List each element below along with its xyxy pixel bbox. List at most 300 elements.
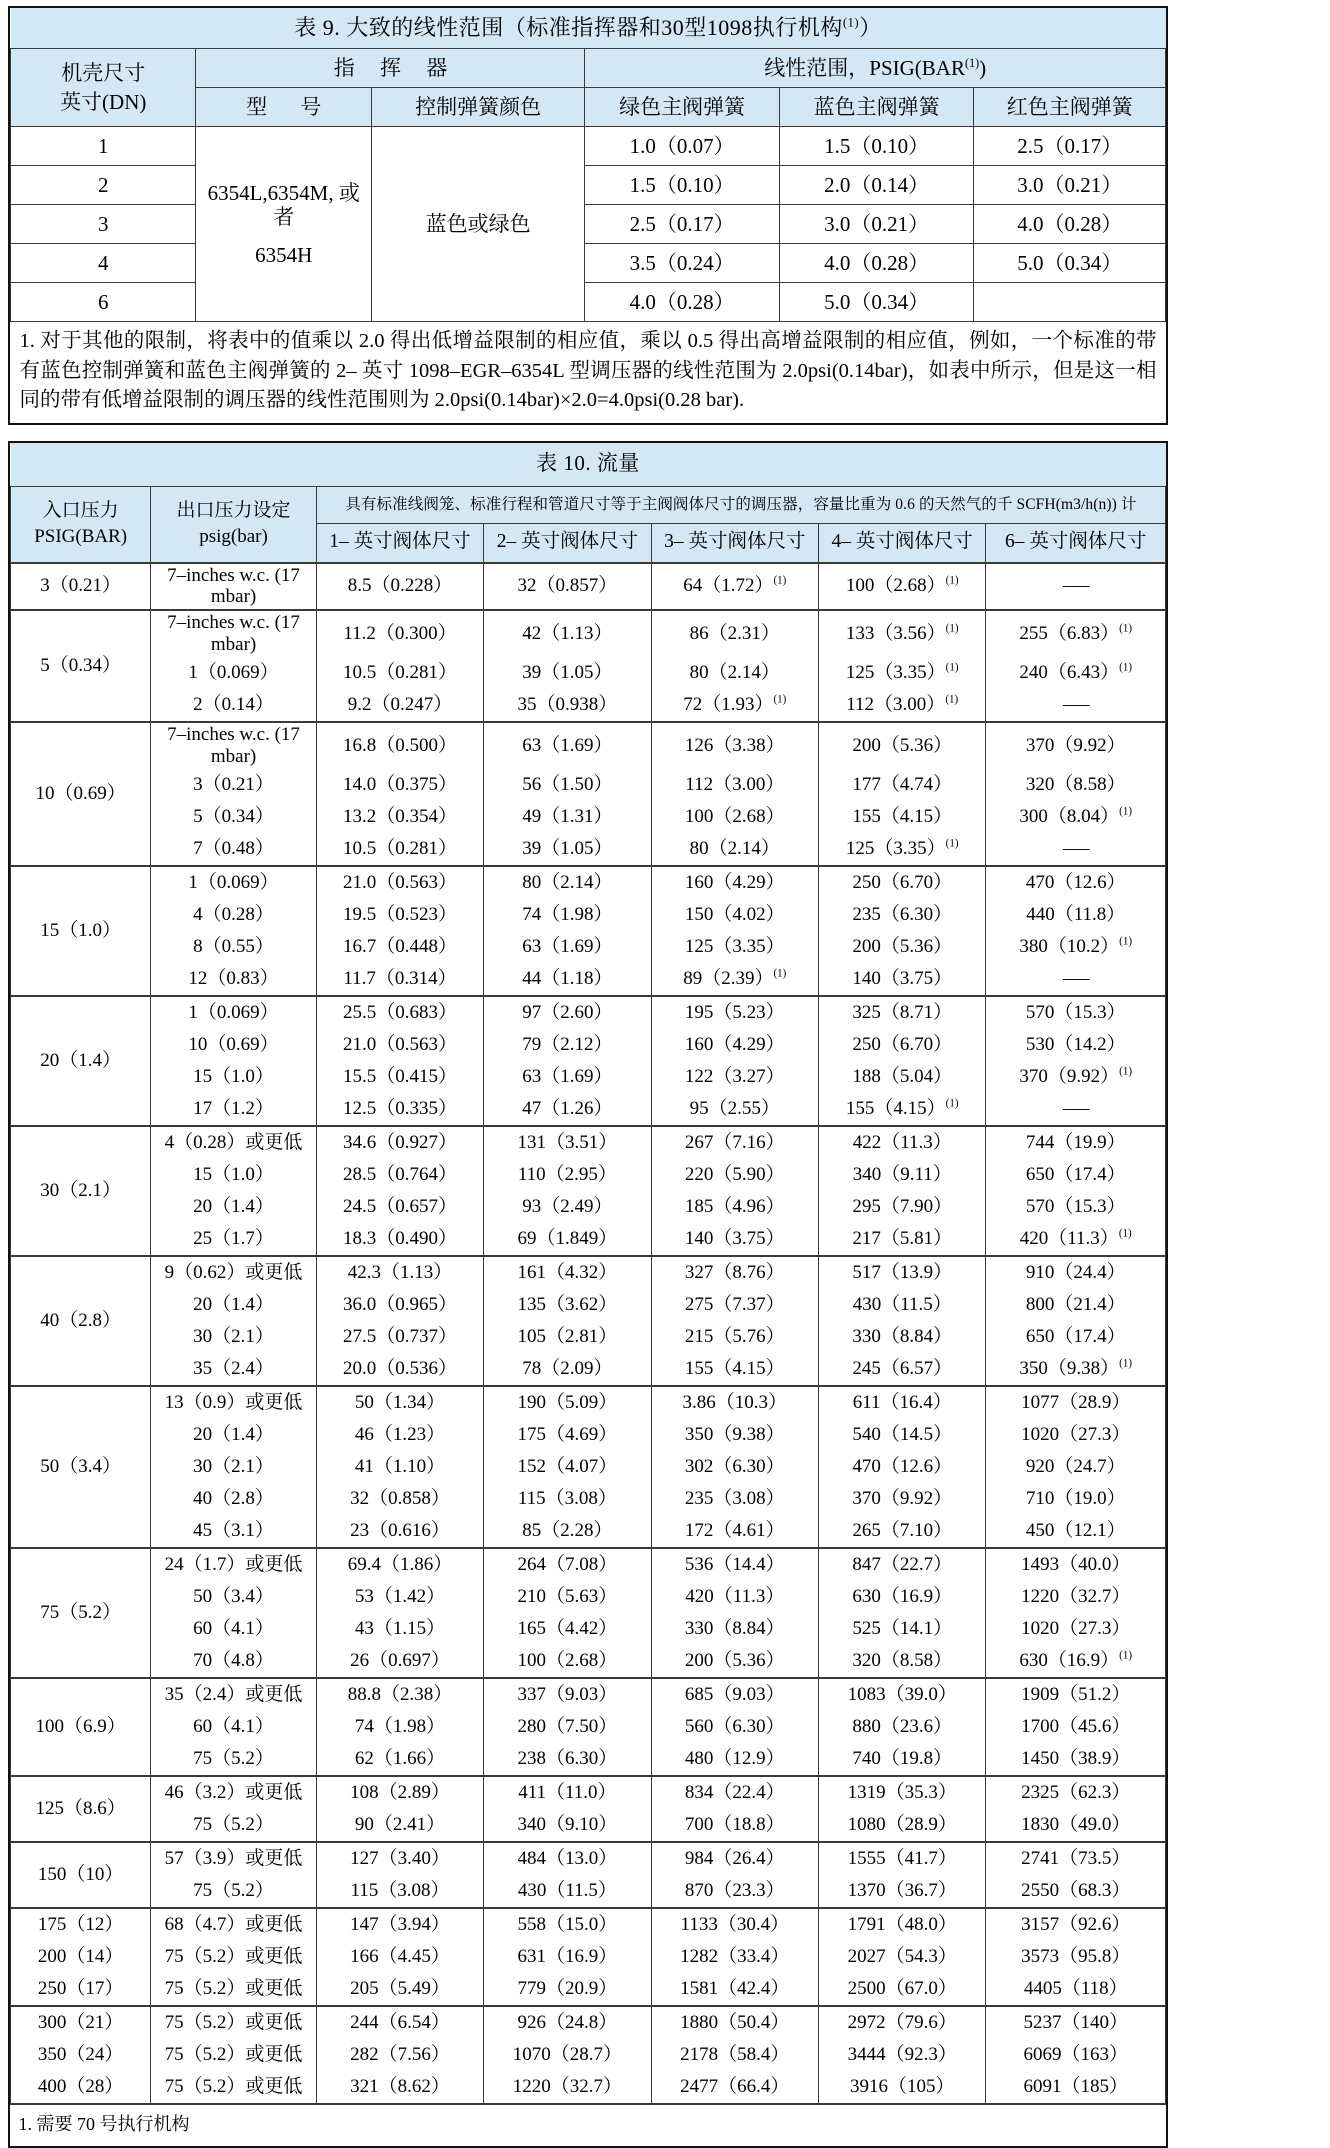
cell-blue: 5.0（0.34）: [779, 282, 973, 321]
cell-flow-4in-superscript: (1): [945, 575, 959, 588]
cell-flow-4in-text: 1555（41.7）: [847, 1847, 957, 1869]
cell-flow-1in: [316, 1029, 483, 1061]
cell-flow-3in-text: 160（4.29）: [684, 871, 785, 893]
table-10-header-row-1: [11, 486, 1166, 523]
cell-flow-1in-text: 19.5（0.523）: [342, 903, 457, 925]
cell-flow-2in: [484, 1515, 651, 1548]
cell-flow-4in: [819, 689, 986, 722]
cell-flow-2in-text: 56（1.50）: [522, 773, 613, 795]
cell-inlet-pressure: 250（17）: [11, 1973, 151, 2006]
cell-flow-4in: [819, 1581, 986, 1613]
cell-flow-6in: [986, 1159, 1166, 1191]
cell-flow-4in-text: 265（7.10）: [852, 1519, 953, 1541]
cell-flow-2in: [484, 1126, 651, 1159]
cell-inlet-pressure: 3（0.21）: [11, 563, 151, 611]
cell-flow-1in-text: 21.0（0.563）: [342, 871, 457, 893]
cell-flow-6in-text: 1020（27.3）: [1021, 1423, 1131, 1445]
cell-flow-4in-superscript: (1): [945, 693, 959, 706]
cell-flow-2in-text: 340（9.10）: [517, 1813, 618, 1835]
cell-flow-4in-text: 611（16.4）: [852, 1391, 952, 1413]
cell-flow-4in-text: 200（5.36）: [852, 935, 953, 957]
cell-flow-2in: [484, 563, 651, 611]
cell-outlet-setting: 7–inches w.c. (17 mbar): [151, 610, 316, 657]
cell-flow-2in: [484, 1159, 651, 1191]
cell-outlet-setting: 1（0.069）: [151, 866, 316, 899]
cell-flow-4in-text: 200（5.36）: [852, 734, 953, 756]
cell-flow-1in-text: 166（4.45）: [350, 1945, 450, 1967]
cell-flow-3in: [651, 833, 818, 866]
table-row: [11, 243, 1166, 282]
cell-outlet-setting: 10（0.69）: [151, 1029, 316, 1061]
table-row: [11, 1875, 1166, 1908]
cell-red: 2.5（0.17）: [974, 126, 1166, 165]
table-9-title-row: [11, 8, 1166, 49]
table-row: [11, 1061, 1166, 1093]
table-row: [11, 1645, 1166, 1678]
cell-flow-1in: [316, 722, 483, 769]
cell-outlet-setting: 75（5.2）: [151, 1875, 316, 1908]
cell-flow-4in: [819, 1809, 986, 1842]
cell-flow-1in-text: 11.7（0.314）: [343, 967, 457, 989]
table-row: [11, 689, 1166, 722]
cell-flow-4in-text: 1083（39.0）: [847, 1683, 957, 1705]
table-row: [11, 1515, 1166, 1548]
cell-flow-2in-text: 926（24.8）: [517, 2011, 618, 2033]
header-valve-size-1in: 1– 英寸阀体尺寸: [316, 523, 483, 563]
cell-flow-1in-text: 43（1.15）: [354, 1617, 446, 1639]
cell-flow-3in: [651, 1842, 818, 1875]
table-row: [11, 1126, 1166, 1159]
cell-flow-3in-text: 95（2.55）: [689, 1097, 780, 1119]
cell-flow-3in-text: 122（3.27）: [684, 1065, 785, 1087]
cell-flow-6in: [986, 1061, 1166, 1093]
cell-flow-3in: [651, 996, 818, 1029]
cell-flow-3in-text: 330（8.84）: [684, 1617, 785, 1639]
table-row: [11, 1191, 1166, 1223]
cell-flow-2in: [484, 657, 651, 689]
cell-flow-4in-text: 140（3.75）: [852, 967, 953, 989]
cell-flow-1in-text: 18.3（0.490）: [342, 1227, 457, 1249]
cell-flow-4in-text: 155（4.15）: [852, 805, 953, 827]
cell-flow-4in: [819, 1483, 986, 1515]
cell-flow-6in: [986, 1321, 1166, 1353]
cell-outlet-setting: 9（0.62）或更低: [151, 1256, 316, 1289]
cell-outlet-setting: 75（5.2）或更低: [151, 1941, 316, 1973]
cell-flow-3in-text: 267（7.16）: [684, 1131, 785, 1153]
cell-outlet-setting: 15（1.0）: [151, 1061, 316, 1093]
cell-outlet-setting: 45（3.1）: [151, 1515, 316, 1548]
cell-flow-4in-superscript: (1): [945, 1097, 959, 1110]
cell-flow-1in: [316, 1711, 483, 1743]
cell-flow-1in: [316, 1613, 483, 1645]
cell-flow-2in-text: 115（3.08）: [517, 1487, 617, 1509]
cell-flow-6in: [986, 899, 1166, 931]
cell-inlet-pressure: 40（2.8）: [11, 1256, 151, 1386]
cell-flow-2in: [484, 1973, 651, 2006]
cell-flow-6in-text: 1220（32.7）: [1021, 1585, 1131, 1607]
cell-flow-2in-text: 39（1.05）: [522, 661, 613, 683]
cell-flow-3in-text: 195（5.23）: [684, 1001, 785, 1023]
cell-flow-1in: [316, 899, 483, 931]
cell-flow-6in-text: 1493（40.0）: [1021, 1553, 1131, 1575]
cell-flow-2in-text: 631（16.9）: [517, 1945, 618, 1967]
table-10-title: 表 10. 流量: [11, 443, 1166, 487]
cell-flow-1in: [316, 1483, 483, 1515]
header-red-spring: 红色主阀弹簧: [974, 88, 1166, 127]
cell-flow-1in: [316, 1191, 483, 1223]
table-row: [11, 1613, 1166, 1645]
cell-flow-1in: [316, 1776, 483, 1809]
cell-flow-3in-text: 560（6.30）: [684, 1715, 785, 1737]
cell-flow-1in-text: 282（7.56）: [350, 2043, 450, 2065]
cell-outlet-setting: 8（0.55）: [151, 931, 316, 963]
cell-flow-4in-text: 2027（54.3）: [847, 1945, 957, 1967]
header-body-size-line1: 机壳尺寸: [61, 61, 146, 86]
cell-flow-3in: [651, 1678, 818, 1711]
cell-flow-2in-text: 264（7.08）: [517, 1553, 618, 1575]
cell-flow-4in: [819, 1973, 986, 2006]
cell-flow-6in-text: 744（19.9）: [1025, 1131, 1126, 1153]
table-row: [11, 1483, 1166, 1515]
cell-flow-3in: [651, 1451, 818, 1483]
cell-outlet-setting: 75（5.2）或更低: [151, 2039, 316, 2071]
cell-flow-3in: [651, 1743, 818, 1776]
table-10: [10, 443, 1166, 2146]
cell-control-spring-color: 蓝色或绿色: [371, 126, 585, 321]
table-row: [11, 1321, 1166, 1353]
cell-outlet-setting: 68（4.7）或更低: [151, 1908, 316, 1941]
cell-flow-2in-text: 32（0.857）: [517, 575, 618, 597]
cell-flow-4in-text: 740（19.8）: [852, 1747, 953, 1769]
table-row: [11, 833, 1166, 866]
cell-flow-6in-superscript: (1): [1118, 1227, 1132, 1240]
cell-flow-4in-text: 325（8.71）: [852, 1001, 953, 1023]
cell-flow-6in-text: 530（14.2）: [1025, 1033, 1126, 1055]
cell-flow-3in-text: 1282（33.4）: [680, 1945, 790, 1967]
cell-flow-2in: [484, 1941, 651, 1973]
table-10-footnote-row: [11, 2104, 1166, 2146]
cell-outlet-setting: 75（5.2）: [151, 1743, 316, 1776]
cell-flow-4in-superscript: (1): [945, 837, 959, 850]
cell-flow-4in: [819, 899, 986, 931]
cell-flow-6in-text: 320（8.58）: [1025, 773, 1126, 795]
cell-outlet-setting: 20（1.4）: [151, 1289, 316, 1321]
table-9-title-superscript: (1): [842, 15, 860, 30]
cell-flow-6in: [986, 689, 1166, 722]
cell-flow-3in: [651, 1191, 818, 1223]
cell-flow-1in: [316, 1451, 483, 1483]
cell-flow-4in: [819, 1321, 986, 1353]
cell-flow-6in-text: 3157（92.6）: [1021, 1913, 1131, 1935]
cell-flow-1in-text: 24.5（0.657）: [342, 1195, 457, 1217]
header-valve-size-4in: 4– 英寸阀体尺寸: [819, 523, 986, 563]
cell-flow-6in: [986, 1678, 1166, 1711]
cell-flow-4in-text: 155（4.15）: [845, 1097, 946, 1119]
cell-flow-4in: [819, 1353, 986, 1386]
cell-flow-3in-text: 215（5.76）: [684, 1325, 785, 1347]
header-green-spring: 绿色主阀弹簧: [585, 88, 779, 127]
cell-flow-2in: [484, 1842, 651, 1875]
cell-flow-4in: [819, 722, 986, 769]
cell-flow-4in-text: 177（4.74）: [852, 773, 953, 795]
cell-inlet-pressure: 15（1.0）: [11, 866, 151, 996]
cell-outlet-setting: 24（1.7）或更低: [151, 1548, 316, 1581]
cell-pilot-model: [196, 126, 371, 321]
cell-outlet-setting: 4（0.28）或更低: [151, 1126, 316, 1159]
cell-flow-4in-text: 630（16.9）: [852, 1585, 953, 1607]
cell-flow-2in-text: 79（2.12）: [522, 1033, 613, 1055]
cell-flow-2in: [484, 2071, 651, 2104]
cell-outlet-setting: 75（5.2）或更低: [151, 2006, 316, 2039]
cell-flow-4in: [819, 866, 986, 899]
cell-flow-2in-text: 80（2.14）: [522, 871, 613, 893]
cell-green: 3.5（0.24）: [585, 243, 779, 282]
cell-flow-6in: [986, 1809, 1166, 1842]
cell-flow-6in: [986, 610, 1166, 657]
cell-flow-6in-superscript: (1): [1119, 935, 1133, 948]
table-spacer: [8, 425, 1322, 441]
cell-flow-3in: [651, 1029, 818, 1061]
cell-flow-2in: [484, 1678, 651, 1711]
cell-flow-4in-text: 235（6.30）: [852, 903, 953, 925]
cell-flow-2in-text: 280（7.50）: [517, 1715, 618, 1737]
cell-inlet-pressure: 20（1.4）: [11, 996, 151, 1126]
cell-flow-1in: [316, 1973, 483, 2006]
header-linear-range-tail: ): [979, 56, 987, 81]
cell-outlet-setting: 2（0.14）: [151, 689, 316, 722]
cell-flow-1in: [316, 931, 483, 963]
table-row: [11, 1093, 1166, 1126]
cell-flow-2in-text: 49（1.31）: [522, 805, 613, 827]
cell-flow-2in-text: 430（11.5）: [517, 1879, 617, 1901]
cell-flow-3in: [651, 1581, 818, 1613]
cell-flow-3in-text: 155（4.15）: [684, 1357, 785, 1379]
cell-flow-6in-text: 1700（45.6）: [1021, 1715, 1131, 1737]
cell-flow-6in: [986, 1776, 1166, 1809]
cell-flow-3in-text: 185（4.96）: [684, 1195, 785, 1217]
cell-outlet-setting: 17（1.2）: [151, 1093, 316, 1126]
cell-flow-6in-text: 1077（28.9）: [1021, 1391, 1131, 1413]
cell-flow-6in-text: 300（8.04）: [1019, 805, 1120, 827]
cell-flow-6in: [986, 2006, 1166, 2039]
cell-flow-6in: [986, 801, 1166, 833]
cell-outlet-setting: 50（3.4）: [151, 1581, 316, 1613]
table-row: [11, 1159, 1166, 1191]
cell-flow-6in-text: 350（9.38）: [1019, 1357, 1120, 1379]
cell-flow-6in-text: 920（24.7）: [1025, 1455, 1126, 1477]
cell-flow-3in: [651, 1223, 818, 1256]
cell-flow-6in-superscript: (1): [1119, 1357, 1133, 1370]
cell-flow-4in: [819, 1386, 986, 1419]
cell-flow-4in-text: 2972（79.6）: [847, 2011, 957, 2033]
cell-flow-6in: [986, 1842, 1166, 1875]
table-row: [11, 963, 1166, 996]
cell-flow-1in-text: 9.2（0.247）: [347, 693, 453, 715]
table-10-title-row: [11, 443, 1166, 487]
cell-flow-6in-text: 710（19.0）: [1025, 1487, 1126, 1509]
cell-flow-1in: [316, 657, 483, 689]
cell-flow-1in: [316, 1908, 483, 1941]
cell-flow-2in-text: 69（1.849）: [517, 1227, 618, 1249]
table-row: [11, 1941, 1166, 1973]
cell-flow-6in: [986, 1353, 1166, 1386]
cell-flow-6in: [986, 1548, 1166, 1581]
table-row: [11, 1973, 1166, 2006]
table-9: [10, 8, 1166, 423]
cell-inlet-pressure: 400（28）: [11, 2071, 151, 2104]
cell-flow-6in-text: 370（9.92）: [1025, 734, 1126, 756]
table-row: [11, 996, 1166, 1029]
cell-flow-3in: [651, 1973, 818, 2006]
table-row: [11, 1548, 1166, 1581]
cell-flow-3in-text: 235（3.08）: [684, 1487, 785, 1509]
cell-flow-6in-text: 370（9.92）: [1019, 1065, 1120, 1087]
cell-outlet-setting: 7–inches w.c. (17 mbar): [151, 722, 316, 769]
cell-body-size: 4: [11, 243, 196, 282]
cell-flow-1in: [316, 2006, 483, 2039]
cell-flow-3in-text: 1880（50.4）: [680, 2011, 790, 2033]
cell-flow-6in-superscript: (1): [1119, 1649, 1133, 1662]
cell-flow-4in: [819, 1289, 986, 1321]
cell-inlet-pressure: 150（10）: [11, 1842, 151, 1908]
cell-flow-2in: [484, 1029, 651, 1061]
cell-flow-3in-text: 200（5.36）: [684, 1649, 785, 1671]
table-row: [11, 563, 1166, 611]
cell-flow-3in: [651, 1126, 818, 1159]
cell-green: 1.5（0.10）: [585, 165, 779, 204]
cell-flow-4in: [819, 1908, 986, 1941]
header-linear-range-text: 线性范围，PSIG(BAR: [764, 56, 965, 81]
cell-flow-2in-text: 238（6.30）: [517, 1747, 618, 1769]
cell-flow-6in-text: 3573（95.8）: [1021, 1945, 1131, 1967]
cell-flow-3in: [651, 1645, 818, 1678]
cell-body-size: 1: [11, 126, 196, 165]
cell-flow-1in-text: 74（1.98）: [354, 1715, 446, 1737]
cell-flow-2in: [484, 1743, 651, 1776]
cell-flow-6in: [986, 1093, 1166, 1126]
cell-flow-4in-text: 133（3.56）: [845, 623, 946, 645]
cell-flow-1in-text: 16.8（0.500）: [342, 734, 457, 756]
table-row: [11, 2071, 1166, 2104]
table-row: [11, 126, 1166, 165]
cell-flow-3in-text: 220（5.90）: [684, 1163, 785, 1185]
cell-flow-2in: [484, 866, 651, 899]
cell-flow-6in-superscript: (1): [1119, 805, 1133, 818]
table-9-footnote: [11, 321, 1166, 422]
cell-flow-2in-text: 165（4.42）: [517, 1617, 618, 1639]
cell-flow-2in-text: 110（2.95）: [517, 1163, 617, 1185]
cell-flow-2in: [484, 1223, 651, 1256]
cell-inlet-pressure: 100（6.9）: [11, 1678, 151, 1776]
cell-flow-6in-text: 6069（163）: [1023, 2043, 1128, 2065]
cell-inlet-pressure: 10（0.69）: [11, 722, 151, 866]
header-inlet-line1: 入口压力: [42, 500, 119, 522]
cell-flow-1in-text: 26（0.697）: [350, 1649, 450, 1671]
cell-flow-1in: [316, 1321, 483, 1353]
cell-flow-2in-text: 63（1.69）: [522, 935, 613, 957]
cell-flow-6in-text: 2325（62.3）: [1021, 1781, 1131, 1803]
cell-flow-4in-text: 125（3.35）: [845, 661, 946, 683]
cell-flow-2in-text: 100（2.68）: [517, 1649, 618, 1671]
cell-outlet-setting: 35（2.4）: [151, 1353, 316, 1386]
table-row: [11, 2039, 1166, 2071]
cell-flow-4in-text: 1791（48.0）: [847, 1913, 957, 1935]
cell-flow-6in-text: 1830（49.0）: [1021, 1813, 1131, 1835]
header-model-text: 型 号: [246, 94, 336, 119]
cell-flow-4in: [819, 1941, 986, 1973]
cell-flow-3in-text: 700（18.8）: [684, 1813, 785, 1835]
cell-flow-1in-text: 32（0.858）: [350, 1487, 450, 1509]
cell-flow-3in-text: 302（6.30）: [684, 1455, 785, 1477]
cell-flow-6in-text: –––: [1062, 693, 1089, 715]
cell-flow-4in: [819, 1743, 986, 1776]
cell-flow-1in-text: 127（3.40）: [350, 1847, 450, 1869]
table-row: [11, 899, 1166, 931]
cell-flow-3in: [651, 1093, 818, 1126]
cell-flow-4in-text: 847（22.7）: [852, 1553, 953, 1575]
cell-flow-4in: [819, 1776, 986, 1809]
header-model: [196, 88, 371, 127]
cell-flow-1in-text: 23（0.616）: [350, 1519, 450, 1541]
table-row: [11, 1743, 1166, 1776]
cell-flow-3in: [651, 866, 818, 899]
cell-flow-4in-text: 217（5.81）: [852, 1227, 953, 1249]
cell-flow-1in-text: 20.0（0.536）: [342, 1357, 457, 1379]
cell-flow-2in-text: 131（3.51）: [517, 1131, 618, 1153]
cell-flow-4in: [819, 931, 986, 963]
cell-flow-2in-text: 105（2.81）: [517, 1325, 618, 1347]
cell-flow-2in: [484, 833, 651, 866]
cell-flow-6in: [986, 1613, 1166, 1645]
cell-flow-6in: [986, 996, 1166, 1029]
cell-flow-6in-text: 420（11.3）: [1019, 1227, 1119, 1249]
cell-flow-2in: [484, 1321, 651, 1353]
cell-flow-2in-text: 190（5.09）: [517, 1391, 618, 1413]
cell-flow-2in: [484, 1776, 651, 1809]
cell-flow-1in: [316, 801, 483, 833]
cell-flow-2in-text: 135（3.62）: [517, 1293, 618, 1315]
cell-flow-4in-text: 125（3.35）: [845, 837, 946, 859]
cell-flow-4in: [819, 1515, 986, 1548]
cell-flow-1in: [316, 1678, 483, 1711]
cell-flow-2in-text: 484（13.0）: [517, 1847, 618, 1869]
cell-blue: 2.0（0.14）: [779, 165, 973, 204]
cell-flow-1in: [316, 563, 483, 611]
cell-flow-1in-text: 16.7（0.448）: [342, 935, 457, 957]
cell-flow-2in: [484, 2039, 651, 2071]
header-inlet-line2: PSIG(BAR): [34, 526, 128, 548]
cell-flow-3in: [651, 1776, 818, 1809]
cell-flow-1in-text: 28.5（0.764）: [342, 1163, 457, 1185]
cell-green: 2.5（0.17）: [585, 204, 779, 243]
cell-flow-6in: [986, 1419, 1166, 1451]
cell-flow-4in-text: 340（9.11）: [852, 1163, 952, 1185]
cell-flow-3in: [651, 563, 818, 611]
cell-flow-6in: [986, 1191, 1166, 1223]
cell-outlet-setting: 30（2.1）: [151, 1451, 316, 1483]
cell-outlet-setting: 60（4.1）: [151, 1711, 316, 1743]
pilot-model-line1: 6354L,6354M, 或者: [207, 180, 360, 229]
header-linear-range: [585, 49, 1166, 88]
cell-flow-4in-text: 540（14.5）: [852, 1423, 953, 1445]
cell-flow-3in-text: 834（22.4）: [684, 1781, 785, 1803]
cell-flow-3in-text: 126（3.38）: [684, 734, 785, 756]
cell-flow-4in: [819, 1613, 986, 1645]
cell-flow-4in: [819, 1548, 986, 1581]
table-row: [11, 1451, 1166, 1483]
cell-flow-6in-text: 800（21.4）: [1025, 1293, 1126, 1315]
table-9-header-row-1: [11, 49, 1166, 88]
